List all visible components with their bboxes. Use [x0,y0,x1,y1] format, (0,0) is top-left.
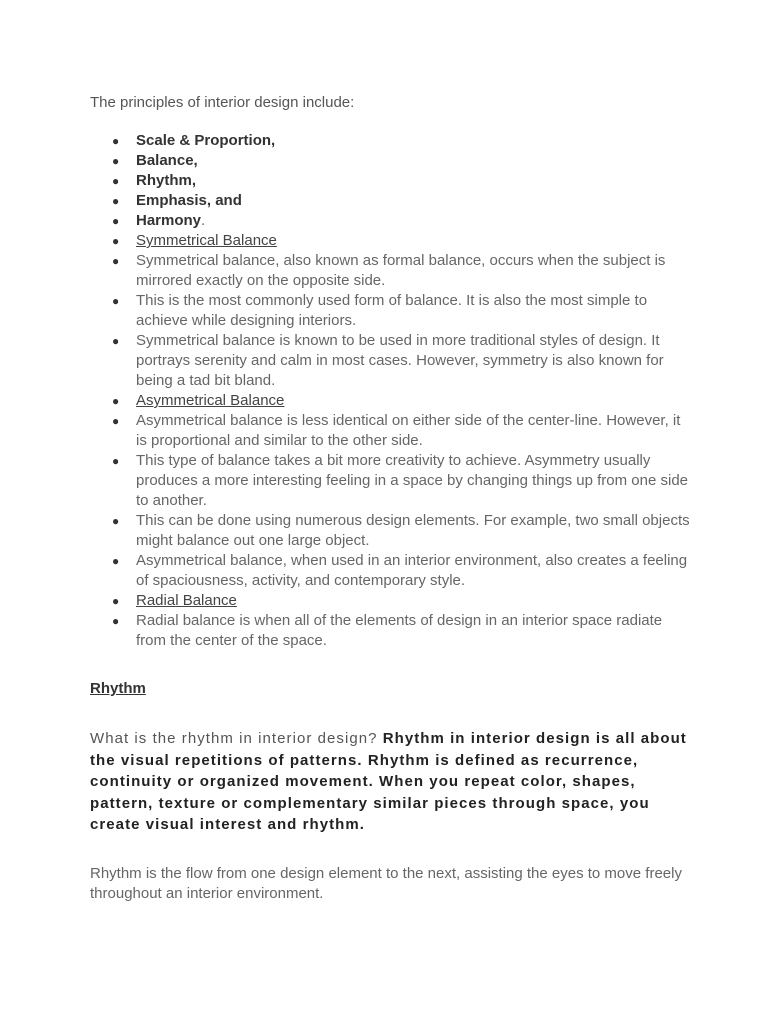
rhythm-heading: Rhythm [90,680,146,697]
list-item [90,191,690,211]
list-item-text: This type of balance takes a bit more creativity to achieve. Asymmetry usually produces a more interesting feeling in a space by changing things up from one side to another. [136,452,689,509]
list-item-text: Symmetrical balance, also known as formal balance, occurs when the subject is mirrored exactly on the opposite side. [136,252,666,289]
list-item-text: Asymmetrical balance, when used in an interior environment, also creates a feeling of spaciousness, activity, and contemporary style. [136,552,688,589]
list-item [90,131,690,151]
list-item [90,331,690,391]
bullet-icon: ● [112,394,120,408]
bullet-icon: ● [112,594,120,608]
rhythm-question: What is the rhythm in interior design? [90,730,383,747]
list-item [90,291,690,331]
list-item [90,411,690,451]
intro-text: The principles of interior design include: [90,94,355,111]
list-item [90,551,690,591]
list-item [90,451,690,511]
bullet-icon: ● [112,134,120,148]
bullet-icon: ● [112,174,120,188]
list-item-link[interactable] [90,591,690,611]
list-item-text: This can be done using numerous design elements. For example, two small objects might balance out one large object. [136,512,690,549]
asymmetrical-balance-link[interactable]: Asymmetrical Balance [136,392,285,409]
bullet-icon: ● [112,294,120,308]
rhythm-answer: Rhythm in interior design is all about the visual repetitions of patterns. Rhythm is defined as recurrence, continuity or organized movement. When you repeat color, shapes, pattern, texture or complementary similar pieces through space, you create visual interest and rhythm. [90,730,687,833]
bullet-icon: ● [112,554,120,568]
list-item-text: Radial balance is when all of the elements of design in an interior space radiate from the center of the space. [136,612,663,649]
bullet-icon: ● [112,514,120,528]
list-item [90,151,690,171]
bullet-icon: ● [112,454,120,468]
list-item [90,171,690,191]
bullet-icon: ● [112,254,120,268]
bullet-icon: ● [112,614,120,628]
radial-balance-link[interactable]: Radial Balance [136,592,237,609]
bullet-icon: ● [112,334,120,348]
bullet-icon: ● [112,194,120,208]
list-item-text: Harmony [136,212,202,229]
principles-list [90,131,690,651]
bullet-icon: ● [112,214,120,228]
bullet-icon: ● [112,154,120,168]
list-item [90,511,690,551]
list-item [90,611,690,651]
list-item-text: Rhythm, [136,172,196,189]
list-item-text: This is the most commonly used form of balance. It is also the most simple to achieve while designing interiors. [136,292,648,329]
list-item-link[interactable] [90,231,690,251]
list-item-text: Scale & Proportion, [136,132,276,149]
bullet-icon: ● [112,414,120,428]
symmetrical-balance-link[interactable]: Symmetrical Balance [136,232,277,249]
list-item-text: Emphasis, and [136,192,242,209]
document-body [90,93,690,904]
list-item-text: Balance, [136,152,198,169]
list-item-link[interactable] [90,391,690,411]
bullet-icon: ● [112,234,120,248]
list-item-text: Symmetrical balance is known to be used in more traditional styles of design. It portrays serenity and calm in most cases. However, symmetry is also known for being a tad bit bland. [136,332,664,389]
rhythm-definition [90,728,690,836]
list-item-suffix: . [201,212,206,229]
list-item [90,211,690,231]
list-item [90,251,690,291]
list-item-text: Asymmetrical balance is less identical on either side of the center-line. However, it is proportional and similar to the other side. [136,412,681,449]
rhythm-flow-text: Rhythm is the flow from one design element to the next, assisting the eyes to move freely throughout an interior environment. [90,864,682,902]
